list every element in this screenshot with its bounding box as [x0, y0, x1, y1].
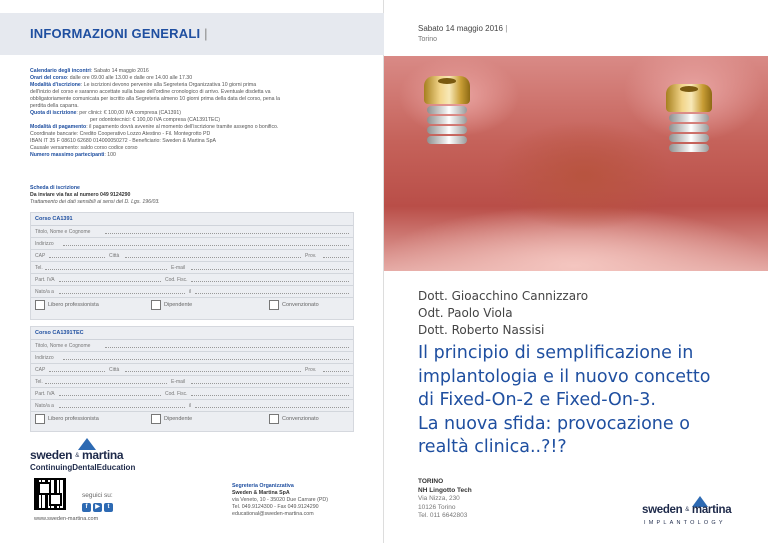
speaker-name: Dott. Roberto Nassisi: [418, 323, 545, 337]
organizing-secretariat: Segreteria Organizzativa Sweden & Martina SpA via Veneto, 10 - 35020 Due Carrare (PD) Tel. 049.9124300 - Fax 049.9124290 educational@sweden-martina.com: [232, 483, 328, 517]
info-line: dell'inizio del corso e saranno accettate sulla base dell'ordine cronologico di arrivo. Eventuale disdetta va: [30, 89, 271, 95]
follow-label: seguici su:: [82, 492, 113, 499]
info-line: Modalità di pagamento: il pagamento dovrà avvenire al momento dell'iscrizione tramite assegno o bonifico.: [30, 124, 279, 130]
birth-field[interactable]: Nato/a a il: [31, 400, 353, 412]
website-link[interactable]: www.sweden-martina.com: [34, 516, 99, 522]
info-line: Numero massimo partecipanti: 100: [30, 152, 116, 158]
speakers-list: [418, 288, 588, 339]
tel-email-field[interactable]: Tel. E-mail: [31, 376, 353, 388]
freelance-checkbox[interactable]: [35, 300, 45, 310]
freelance-checkbox[interactable]: [35, 414, 45, 424]
info-line: per odontotecnici: € 100,00 IVA compresa (CA1391TEC): [90, 117, 220, 123]
registration-heading: [30, 185, 360, 206]
course-title: Il principio di semplificazione in implantologia e il nuovo concetto di Fixed-On-2 e Fixed-On-3. La nuova sfida: provocazione o realtà clinica..?!?: [418, 343, 711, 457]
implant-right-image: [666, 84, 712, 154]
fax-instructions: Da inviare via fax al numero 049 9124290: [30, 192, 131, 198]
birth-field[interactable]: Nato/a a il: [31, 286, 353, 298]
info-line: Quota di iscrizione: per clinici: € 100,00 IVA compresa (CA1391): [30, 110, 181, 116]
name-field[interactable]: Titolo, Nome e Cognome: [31, 340, 353, 352]
speaker-name: Odt. Paolo Viola: [418, 306, 513, 320]
registration-form-ca1391tec: [30, 326, 354, 432]
address-field[interactable]: Indirizzo: [31, 238, 353, 250]
info-line: perdita della caparra.: [30, 103, 79, 109]
tel-email-field[interactable]: Tel. E-mail: [31, 262, 353, 274]
twitter-icon[interactable]: t: [104, 503, 113, 512]
info-line: IBAN IT 35 F 08610 62680 014000050272 - Beneficiario: Sweden & Martina SpA: [30, 138, 216, 144]
cap-city-prov-field[interactable]: CAP Città Prov.: [31, 364, 353, 376]
section-title: INFORMAZIONI GENERALI |: [30, 26, 208, 41]
info-line: Coordinate bancarie: Credito Cooperativo Lozzo Atestino - Fil. Montegrotto PD: [30, 131, 211, 137]
registration-form-ca1391: [30, 212, 354, 320]
form-title: Corso CA1391TEC: [31, 327, 353, 340]
general-info: [30, 68, 360, 159]
privacy-note: Trattamento dei dati sensibili ai sensi del D. Lgs. 196/03.: [30, 199, 160, 205]
sweden-martina-implantology-logo: sweden & martina IMPLANTOLOGY: [642, 496, 757, 532]
event-city: Torino: [418, 36, 438, 43]
right-panel: [384, 0, 768, 543]
contracted-checkbox[interactable]: [269, 300, 279, 310]
event-date: Sabato 14 maggio 2016 |: [418, 24, 508, 33]
employment-options: Libero professionista Dipendente Convenzionato: [31, 298, 353, 312]
address-field[interactable]: Indirizzo: [31, 352, 353, 364]
venue-info: TORINO NH Lingotto Tech Via Nizza, 230 10126 Torino Tel. 011 6642803: [418, 478, 472, 519]
section-title-text: INFORMAZIONI GENERALI: [30, 26, 201, 41]
employment-options: Libero professionista Dipendente Convenzionato: [31, 412, 353, 426]
speaker-name: Dott. Gioacchino Cannizzaro: [418, 289, 589, 303]
email-link[interactable]: educational@sweden-martina.com: [232, 511, 314, 517]
cde-label: ContinuingDentalEducation: [30, 463, 136, 472]
qr-code-icon: [34, 478, 66, 510]
vat-taxcode-field[interactable]: Part. IVA Cod. Fisc.: [31, 388, 353, 400]
info-line: Calendario degli incontri: Sabato 14 maggio 2016: [30, 68, 149, 74]
info-line: obbligatoriamente comunicata per iscritto alla Segreteria almeno 10 giorni prima della data del corso, pena la: [30, 96, 281, 102]
cap-city-prov-field[interactable]: CAP Città Prov.: [31, 250, 353, 262]
employee-checkbox[interactable]: [151, 414, 161, 424]
implant-left-image: [424, 76, 470, 146]
form-title: Corso CA1391: [31, 213, 353, 226]
employee-checkbox[interactable]: [151, 300, 161, 310]
info-line: Modalità d'iscrizione: Le iscrizioni devono pervenire alla Segreteria Organizzativa 10 giorni prima: [30, 82, 257, 88]
left-panel: INFORMAZIONI GENERALI | Calendario degli incontri: Sabato 14 maggio 2016 Orari del corso: dalle ore 09.00 alle 13.00 e dalle ore 14.00 alle 17.30 Modalità d'iscrizione: Le iscrizioni devono pervenire alla Segreteria Organizzativa 10 giorni prima dell'inizio del corso e saranno accettate sulla base dell'ordine cronologico di arrivo. Eventuale disdetta va obbligatoriamente comunicata per iscritto alla Segreteria almeno 10 giorni prima della data del corso, pena la perdita della caparra. Quota di iscrizione: per clinici: € 100,00 IVA compresa (CA1391) per odontotecnici: € 100,00 IVA compresa (CA1391TEC) Modalità di pagamento: il pagamento dovrà avvenire al momento dell'iscrizione tramite assegno o bonifico. Coordinate bancarie: Credito Cooperativo Lozzo Atestino - Fil. Montegrotto PD IBAN IT 35 F 08610 62680 014000050272 - Beneficiario: Sweden & Martina SpA Causale versamento: saldo corso codice corso Numero massimo partecipanti: 100 Scheda di iscrizione Da inviare via fax al numero 049 9124290 Trattamento dei dati sensibili ai sensi del D. Lgs. 196/03. Corso CA1391 Titolo, Nome e Cognome Indirizzo CAP Città Prov. Tel. E-mail Part. IVA Cod. Fisc. Nato/a a il Libero professionista Dipendente Convenzionato Corso CA1391TEC Titolo, Nome e Cognome Indirizzo CAP Città Prov. Tel. E-mail Part. IVA Cod. Fisc. Nato/a a il Libero professionista Dipendente Convenzionato sweden & martina ContinuingDentalEducation seguici su: f ▶ t www.sweden-martina.com Segreteria Organizzativa Sweden & Martina SpA via Veneto, 10 - 35020 Due Carrare (PD) Tel. 049.9124300 - Fax 049.9124290 educational@sweden-martina.com: [0, 0, 384, 543]
info-line: Orari del corso: dalle ore 09.00 alle 13.00 e dalle ore 14.00 alle 17.30: [30, 75, 193, 81]
vat-taxcode-field[interactable]: Part. IVA Cod. Fisc.: [31, 274, 353, 286]
clinical-photo: [384, 56, 768, 271]
contracted-checkbox[interactable]: [269, 414, 279, 424]
youtube-icon[interactable]: ▶: [93, 503, 102, 512]
info-line: Causale versamento: saldo corso codice corso: [30, 145, 138, 151]
facebook-icon[interactable]: f: [82, 503, 91, 512]
registration-title: Scheda di iscrizione: [30, 185, 80, 191]
social-links: [82, 503, 113, 512]
name-field[interactable]: Titolo, Nome e Cognome: [31, 226, 353, 238]
